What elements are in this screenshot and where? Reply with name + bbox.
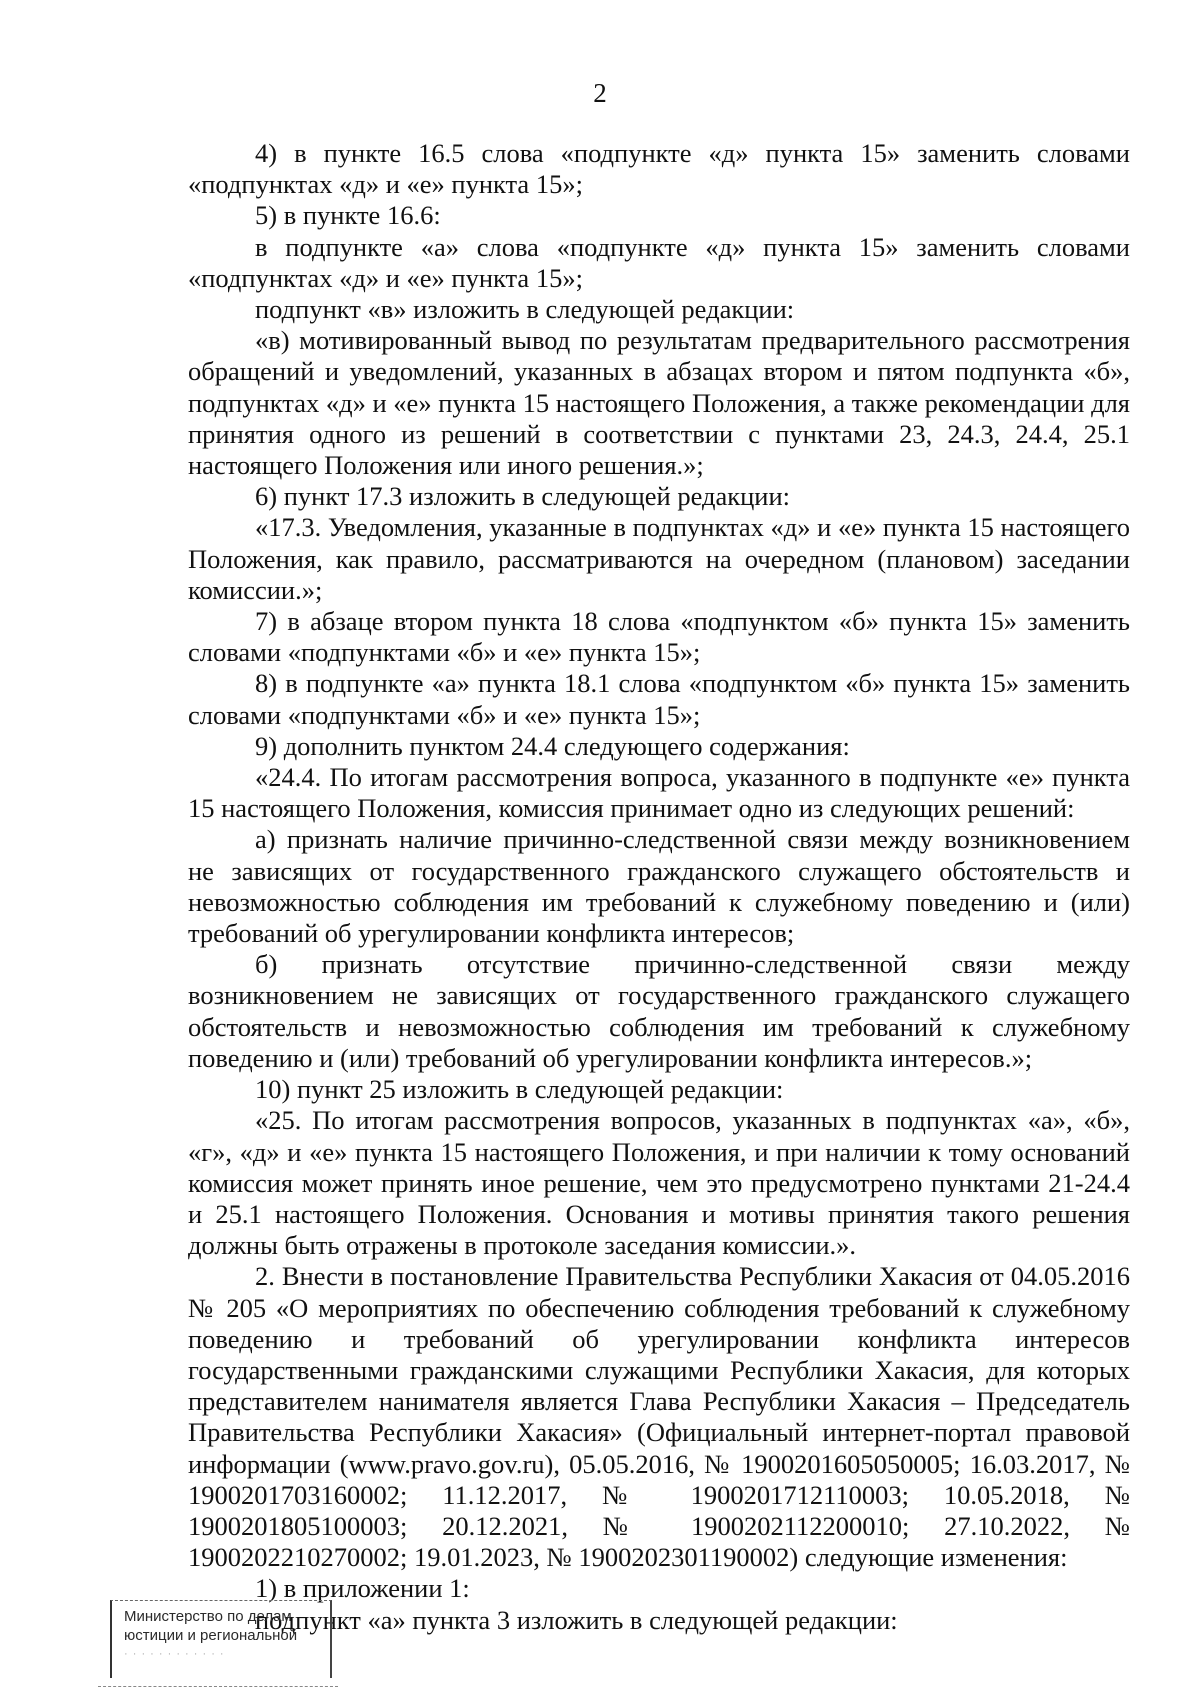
paragraph: «в) мотивированный вывод по результатам предварительного рассмотрения обращений и уведомлений, указанных в абзацах втором и пятом подпункта «б», подпунктах «д» и «е» пункта 15 настоящего Положения, а также рекомендации для принятия одного из решений в соответствии с пунктами 23, 24.3, 24.4, 25.1 настоящего Положения или иного решения.»; — [188, 325, 1130, 481]
paragraph: 10) пункт 25 изложить в следующей редакции: — [255, 1074, 784, 1105]
page-number: 2 — [593, 78, 607, 108]
paragraph: «24.4. По итогам рассмотрения вопроса, указанного в подпункте «е» пункта 15 настоящего Положения, комиссия принимает одно из следующих решений: — [188, 762, 1130, 824]
paragraph: 8) в подпункте «а» пункта 18.1 слова «подпунктом «б» пункта 15» заменить словами «подпунктами «б» и «е» пункта 15»; — [188, 668, 1130, 730]
paragraph: подпункт «в» изложить в следующей редакции: — [255, 294, 795, 325]
paragraph: «17.3. Уведомления, указанные в подпунктах «д» и «е» пункта 15 настоящего Положения, как правило, рассматриваются на очередном (плановом) заседании комиссии.»; — [188, 512, 1130, 605]
document-body — [188, 138, 1130, 1636]
paragraph: подпункт «а» пункта 3 изложить в следующей редакции: — [255, 1604, 898, 1635]
paragraph: б) признать отсутствие причинно-следственной связи между возникновением не зависящих от государственного гражданского служащего обстоятельств и невозможностью соблюдения им требований к служебному поведению и (или) требований об урегулировании конфликта интересов.»; — [188, 949, 1130, 1073]
registration-stamp — [110, 1600, 332, 1678]
paragraph: 1) в приложении 1: — [255, 1573, 470, 1604]
paragraph: 4) в пункте 16.5 слова «подпункте «д» пункта 15» заменить словами «подпунктах «д» и «е» пункта 15»; — [188, 138, 1130, 200]
paragraph: 6) пункт 17.3 изложить в следующей редакции: — [255, 481, 791, 512]
paragraph: а) признать наличие причинно-следственной связи между возникновением не зависящих от государственного гражданского служащего обстоятельств и невозможностью соблюдения им требований к служебному поведению и (или) требований об урегулировании конфликта интересов; — [188, 824, 1130, 949]
paragraph: «25. По итогам рассмотрения вопросов, указанных в подпунктах «а», «б», «г», «д» и «е» пункта 15 настоящего Положения, и при наличии к тому оснований комиссия может принять иное решение, чем это предусмотрено пунктами 21-24.4 и 25.1 настоящего Положения. Основания и мотивы принятия такого решения должны быть отражены в протоколе заседания комиссии.». — [188, 1105, 1130, 1261]
stamp-line: Министерство по делам — [124, 1608, 292, 1625]
stamp-faint-line: · · · · · · · · · · · · — [124, 1648, 225, 1660]
paragraph: 9) дополнить пунктом 24.4 следующего содержания: — [255, 730, 850, 761]
paragraph: 2. Внести в постановление Правительства Республики Хакасия от 04.05.2016 № 205 «О мероприятиях по обеспечению соблюдения требований к служебному поведению и требований об урегулировании конфликта интересов государственными гражданскими служащими Республики Хакасия, для которых представителем нанимателя является Глава Республики Хакасия – Председатель Правительства Республики Хакасия» (Официальный интернет-портал правовой информации (www.pravo.gov.ru), 05.05.2016, № 1900201605050005; 16.03.2017, № 1900201703160002; 11.12.2017, № 1900201712110003; 10.05.2018, № 1900201805100003; 20.12.2021, № 1900202112200010; 27.10.2022, № 1900202210270002; 19.01.2023, № 1900202301190002) следующие изменения: — [188, 1261, 1130, 1573]
stamp-line: юстиции и региональной — [124, 1627, 298, 1644]
paragraph: 5) в пункте 16.6: — [255, 200, 441, 231]
paragraph: в подпункте «а» слова «подпункте «д» пункта 15» заменить словами «подпунктах «д» и «е» пункта 15»; — [188, 231, 1130, 293]
stamp-divider — [98, 1686, 338, 1687]
paragraph: 7) в абзаце втором пункта 18 слова «подпунктом «б» пункта 15» заменить словами «подпунктами «б» и «е» пункта 15»; — [188, 606, 1130, 668]
